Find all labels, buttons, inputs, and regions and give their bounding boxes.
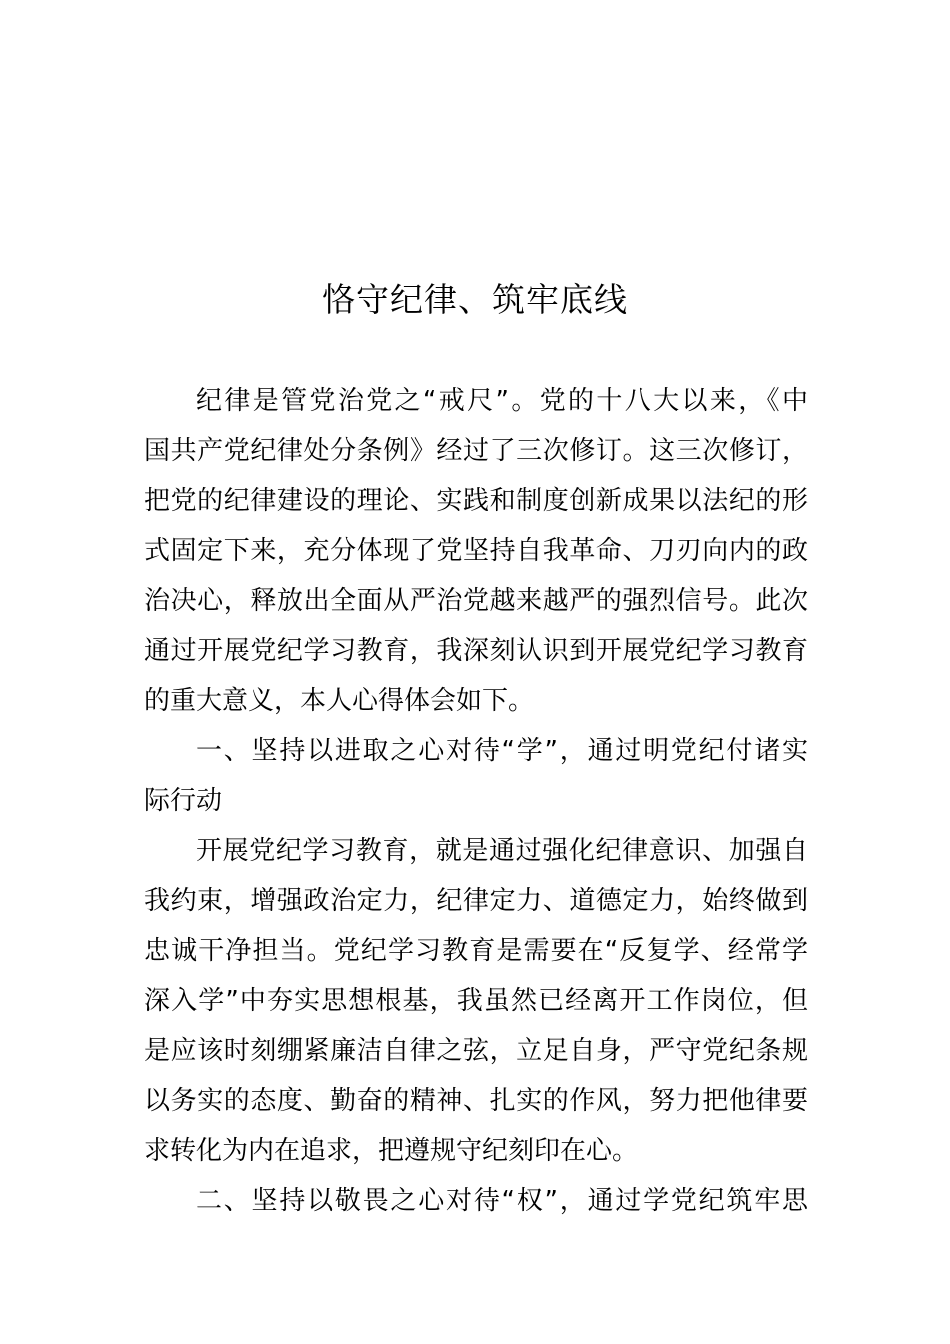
section-heading-line: 际行动 <box>144 786 223 816</box>
text-line: 忠诚干净担当。党纪学习教育是需要在“反复学、经常学 <box>144 936 808 966</box>
text-line: 我约束，增强政治定力，纪律定力、道德定力，始终做到 <box>144 886 808 916</box>
text-line: 的重大意义，本人心得体会如下。 <box>144 686 535 716</box>
section-heading-line: 二、坚持以敬畏之心对待“权”，通过学党纪筑牢思 <box>196 1186 808 1216</box>
document-body <box>144 376 808 1226</box>
text-line: 深入学”中夯实思想根基，我虽然已经离开工作岗位，但 <box>144 986 808 1016</box>
text-line: 是应该时刻绷紧廉洁自律之弦，立足自身，严守党纪条规 <box>144 1036 808 1066</box>
text-line: 纪律是管党治党之“戒尺”。党的十八大以来，《中 <box>196 386 808 416</box>
text-line: 国共产党纪律处分条例》经过了三次修订。这三次修订， <box>144 436 808 466</box>
text-line: 式固定下来，充分体现了党坚持自我革命、刀刃向内的政 <box>144 536 808 566</box>
text-line: 求转化为内在追求，把遵规守纪刻印在心。 <box>144 1136 639 1166</box>
document-title: 恪守纪律、筑牢底线 <box>322 280 628 319</box>
text-line: 通过开展党纪学习教育，我深刻认识到开展党纪学习教育 <box>144 636 808 666</box>
text-line: 治决心，释放出全面从严治党越来越严的强烈信号。此次 <box>144 586 808 616</box>
text-line: 开展党纪学习教育，就是通过强化纪律意识、加强自 <box>196 836 808 866</box>
section-heading-line: 一、坚持以进取之心对待“学”，通过明党纪付诸实 <box>196 736 808 766</box>
text-line: 把党的纪律建设的理论、实践和制度创新成果以法纪的形 <box>144 486 808 516</box>
text-line: 以务实的态度、勤奋的精神、扎实的作风，努力把他律要 <box>144 1086 808 1116</box>
